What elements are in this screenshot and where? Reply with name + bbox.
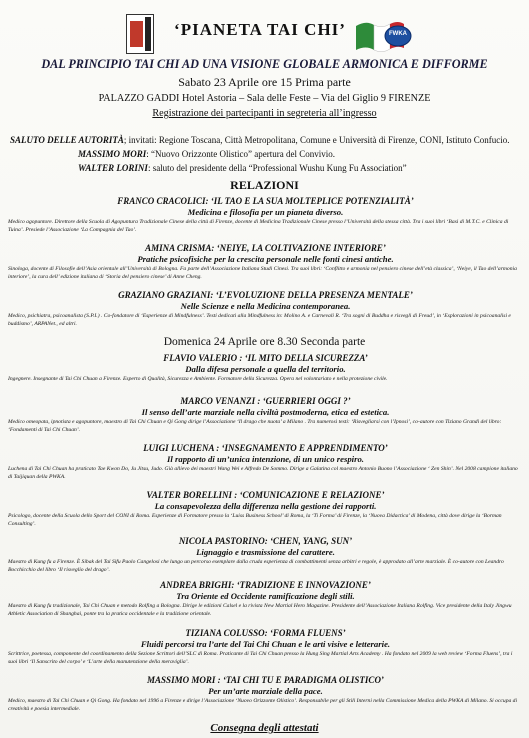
talk-description: Sinologa, docente di Filosofie dell’Asia orientale all’Università di Bologna. Fa parte dell’Associazione Italiana Studi Cinesi. Tra suoi libri: ‘Conflitto e armonia nel pensiero cinese dell’età classica’, ‘Neiye, il Tao dell’armonia interiore’, la cura dell’ edizione italiana di ‘Storia del pensiero cinese’ di Anne Cheng. bbox=[8, 266, 517, 280]
talk-heading: GRAZIANO GRAZIANI: ‘L’EVOLUZIONE DELLA PRESENZA MENTALE’ bbox=[118, 290, 413, 300]
talk-item bbox=[8, 490, 523, 528]
svg-text:FWKA: FWKA bbox=[389, 31, 407, 37]
closing-line: Consegna degli attestati bbox=[210, 722, 319, 734]
mori-label: MASSIMO MORI bbox=[78, 149, 147, 159]
talk-heading: ANDREA BRIGHI: ‘TRADIZIONE E INNOVAZIONE’ bbox=[160, 580, 371, 590]
talk-subheading: Pratiche psicofisiche per la crescita personale nelle fonti cinesi antiche. bbox=[137, 254, 394, 264]
talk-description: Ingegnere. Insegnante di Tai Chi Chuan a Firenze. Esperto di Qualità, Sicurezza e Ambiente. Formatore della Sicurezza. Opera nel volontariato e nella protezione civile. bbox=[8, 376, 388, 382]
talk-item bbox=[8, 628, 523, 666]
talk-description: Medico omeopata, ipnotista e agopuntore, maestro di Tai Chi Chuan e Qi Gong dirige l’Associazione ‘Il drago che nuota’ a Milano . Tra numerosi testi: ‘Risvegliarsi con l’Ipnosi’, co-autore con Tiziano Grandi del libro: ‘Fondamenti di Tai Chi Chuan’. bbox=[8, 419, 502, 433]
talk-description: Maestro di Kung fu a Firenze. È Sibak del Tai Sifu Paolo Cangelosi che lungo un percorso esemplare dalla cruda esperienza di combattimenti senza arbitri e regole, è approdato all’arte marziale. È co-autore con Leandro Bocchicchio del libro ‘Il risveglio del drago’. bbox=[8, 559, 504, 573]
event-subtitle: DAL PRINCIPIO TAI CHI AD UNA VISIONE GLOBALE ARMONICA E DIFFORME bbox=[41, 57, 488, 71]
venue-address: PALAZZO GADDI Hotel Astoria – Sala delle Feste – Via del Giglio 9 FIRENZE bbox=[98, 93, 431, 104]
talk-heading: MARCO VENANZI : ‘GUERRIERI OGGI ?’ bbox=[180, 396, 351, 406]
page-title: ‘PIANETA TAI CHI’ bbox=[174, 20, 346, 39]
talk-item bbox=[8, 196, 523, 234]
talk-subheading: Per un’arte marziale della pace. bbox=[208, 686, 323, 696]
talk-heading: MASSIMO MORI : ‘TAI CHI TU E PARADIGMA OLISTICO’ bbox=[147, 675, 384, 685]
talk-description: Medico agopuntore. Direttore della Scuola di Agopuntura Tradizionale Cinese della città di Firenze, docente di Medicina Tradizionale Cinese presso l’Università della stessa città. Tra i suoi libri ‘Basi di M.T.C. e Clinica di Tuina’. Presiede l’Associazione ‘La Compagnia del Tao’. bbox=[8, 219, 509, 233]
talk-item bbox=[8, 443, 523, 481]
date-part-one: Sabato 23 Aprile ore 15 Prima parte bbox=[178, 75, 351, 89]
talk-description: Psicologo, docente della Scuola dello Sport del CONI di Roma. Esperienze di Formatore presso la ‘Luiss Business School’ di Roma, la ‘Ti Forma’ di Firenze, la ‘Nuova Didactica’ di Modena, città dove dirige la ‘Borman Consulting’. bbox=[8, 513, 502, 527]
greetings-section bbox=[10, 133, 525, 175]
salute-label: SALUTO DELLE AUTORITÀ bbox=[10, 135, 124, 145]
talk-description: Scrittrice, poetessa, componente del coordinamento della Sezione Scrittori dell’SLC di Roma. Praticante di Tai Chi Chuan presso la Hung Sing Martial Arts Academy . Ha fondato nel 2009 la web review ‘Forma Fluens’, tra i suoi libri ‘Il Sanscrito del corpo’ e ‘L’arte della manutenzione della meraviglia’. bbox=[8, 651, 513, 665]
talk-heading: AMINA CRISMA: ‘NEIYE, LA COLTIVAZIONE INTERIORE’ bbox=[145, 243, 386, 253]
lorini-text: : saluto del presidente della “Professional Wushu Kung Fu Association” bbox=[147, 163, 407, 173]
registration-note: Registrazione dei partecipanti in segreteria all’ingresso bbox=[152, 108, 377, 119]
talk-description: Medico, maestro di Tai Chi Chuan e Qi Gong. Ha fondato nel 1996 a Firenze e dirige l’Associazione ‘Nuovo Orizzonte Olistico’. Responsabile per gli Stili Interni nella Commissione Medica della PWKA di Milano. Si occupa di creatività e poesia intermediale. bbox=[8, 698, 518, 712]
lorini-label: WALTER LORINI bbox=[78, 163, 148, 173]
talk-heading: LUIGI LUCHENA : ‘INSEGNAMENTO E APPRENDIMENTO’ bbox=[143, 443, 388, 453]
relazioni-heading: RELAZIONI bbox=[230, 178, 299, 192]
talk-heading: NICOLA PASTORINO: ‘CHEN, YANG, SUN’ bbox=[178, 536, 353, 546]
salute-text: ; invitati: Regione Toscana, Città Metropolitana, Comune e Università di Firenze, CONI, Istituto Confucio. bbox=[123, 135, 510, 145]
talk-description: Luchena di Tai Chi Chuan ha praticato Tae Kwon Do, Ju Jitsu, Judo. Già allievo dei maestri Wang Wei e Alfredo De Sommo. Dirige a Galatina col maestro Antonio Buono l’Associazione ‘ Zen Shin’. Nel 2008 campione italiano di Taijiquan della PWKA. bbox=[8, 466, 518, 480]
talk-description: Maestro di Kung fu tradizionale, Tai Chi Chuan e metodo Rolfing a Bologna. Dirige le edizioni Calsel e la rivista New Martial Hero Magazine. Presidente dell’Associazione Italiana Rolfing. Vice presidente della Italy Jingwu Athletic Association di Shanghai, ponte tra la pratica occidentale e la tradizione orientale. bbox=[8, 603, 512, 617]
talk-item bbox=[8, 675, 523, 713]
date-part-two: Domenica 24 Aprile ore 8.30 Seconda parte bbox=[163, 336, 366, 348]
talk-item bbox=[8, 353, 523, 383]
talk-subheading: La consapevolezza della differenza nella gestione dei rapporti. bbox=[154, 501, 377, 511]
talk-heading: FRANCO CRACOLICI: ‘IL TAO E LA SUA MOLTEPLICE POTENZIALITÀ’ bbox=[117, 196, 414, 206]
talk-subheading: Fluidi percorsi tra l’arte del Tai Chi Chuan e le arti visive e letterarie. bbox=[140, 639, 391, 649]
talk-subheading: Tra Oriente ed Occidente ramificazione degli stili. bbox=[176, 591, 355, 601]
talk-item bbox=[8, 243, 523, 281]
talk-item bbox=[8, 536, 523, 574]
talk-heading: FLAVIO VALERIO : ‘IL MITO DELLA SICUREZZA’ bbox=[163, 353, 368, 363]
talk-item bbox=[8, 580, 523, 618]
mori-text: : “Nuovo Orizzonte Olistico” apertura del Convivio. bbox=[146, 149, 335, 159]
talk-subheading: Medicina e filosofia per un pianeta diverso. bbox=[187, 207, 344, 217]
talk-subheading: Nelle Scienze e nella Medicina contemporanea. bbox=[180, 301, 351, 311]
talk-item bbox=[8, 290, 523, 328]
talk-subheading: Il senso dell’arte marziale nella civiltà postmoderna, etica ed estetica. bbox=[141, 407, 390, 417]
talk-heading: VALTER BORELLINI : ‘COMUNICAZIONE E RELAZIONE’ bbox=[146, 490, 385, 500]
talk-item bbox=[8, 396, 523, 434]
talk-heading: TIZIANA COLUSSO: ‘FORMA FLUENS’ bbox=[185, 628, 346, 638]
talk-description: Medico, psichiatra, psicoanalista (S.P.I.) . Co-fondatore di ‘Esperienze di Mindfulness’. Testi dedicati alla Mindfulness in: Molino A. e Carnevali R. ‘Tra sogni di Buddha e risvegli di Freud’, in ‘Esplorazioni in psicoanalisi e buddismo’, ARPANet., ed altri. bbox=[8, 313, 511, 327]
talk-subheading: Dalla difesa personale a quella del territorio. bbox=[185, 364, 346, 374]
talk-subheading: Lignaggio e trasmissione del carattere. bbox=[196, 547, 335, 557]
talk-subheading: Il rapporto di un’unica intenzione, di un unico respiro. bbox=[167, 454, 364, 464]
